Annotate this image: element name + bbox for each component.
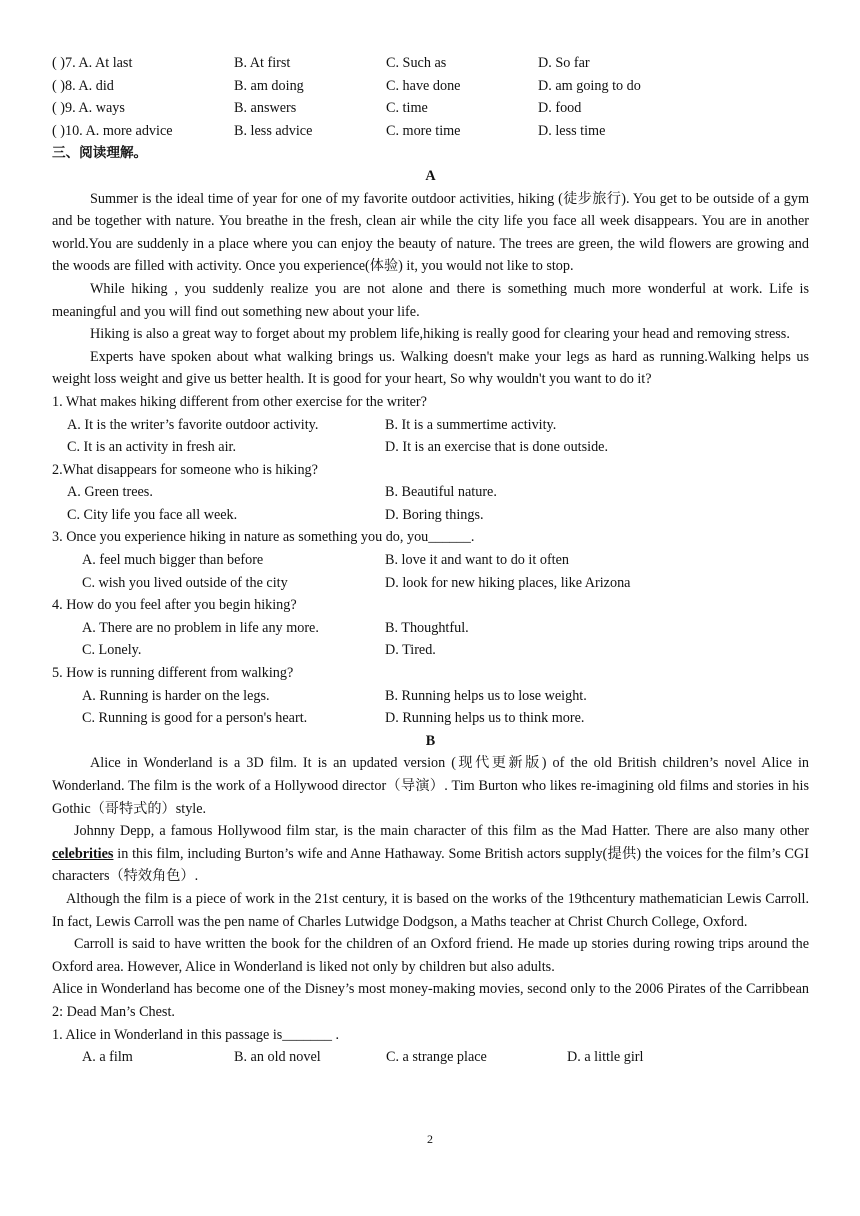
question-stem: 5. How is running different from walking? — [52, 665, 294, 682]
answer-option-d: D. Boring things. — [385, 506, 484, 523]
paragraph-text: in this film, including Burton’s wife and Anne Hathaway. Some British actors supply(提供) the voices for the film’s CGI characters（特效角色）. — [52, 845, 809, 885]
answer-option-b: B. an old novel — [234, 1049, 321, 1066]
exam-page — [52, 52, 809, 1069]
question-options — [52, 436, 809, 459]
paragraph-text: Johnny Depp, a famous Hollywood film star, is the main character of this film as the Mad Hatter. There are also many other — [74, 823, 809, 840]
option-a: ( )7. A. At last — [52, 55, 133, 71]
answer-option-c: C. Lonely. — [82, 642, 142, 659]
question-options — [52, 617, 809, 640]
cloze-options — [52, 52, 809, 142]
passage-a-paragraph: Summer is the ideal time of year for one of my favorite outdoor activities, hiking (徒步旅行). You get to be outside of a gym and be together with nature. You breathe in the fresh, clean air while the city life you face all week disappears. You are in another world.You are suddenly in a place where you can enjoy the beauty of nature. The trees are green, the wild flowers are growing and the woods are filled with activity. Once you experience(体验) it, you would not like to stop. — [52, 190, 809, 275]
passage-a-paragraph: While hiking , you suddenly realize you are not alone and there is something much more wonderful at work. Life is meaningful and you will find out something new about your life. — [52, 280, 809, 320]
answer-option-d: D. Running helps us to think more. — [385, 710, 585, 727]
cloze-option-row — [52, 97, 809, 120]
option-b: B. At first — [234, 55, 291, 71]
answer-option-b: B. Thoughtful. — [385, 619, 469, 636]
question-stem: 1. Alice in Wonderland in this passage is_______ . — [52, 1026, 340, 1043]
keyword-underlined: celebrities — [52, 845, 114, 862]
question-stem: 1. What makes hiking different from other exercise for the writer? — [52, 393, 427, 410]
section-title: 三、阅读理解。 — [52, 145, 148, 162]
answer-option-b: B. Beautiful nature. — [385, 484, 497, 501]
passage-b-paragraph: Alice in Wonderland is a 3D film. It is an updated version (现代更新版) of the old British children’s novel Alice in Wonderland. The film is the work of a Hollywood director（导演）. Tim Burton who likes re-imagining old films and stories in his Gothic（哥特式的）style. — [52, 755, 809, 817]
passage-b-paragraph: Carroll is said to have written the book for the children of an Oxford friend. He made up stories during rowing trips around the Oxford area. However, Alice in Wonderland is liked not only by children but also adults. — [52, 936, 809, 975]
answer-option-d: D. Tired. — [385, 642, 436, 659]
cloze-option-row — [52, 52, 809, 75]
answer-option-a: A. Running is harder on the legs. — [82, 687, 270, 704]
question-stem: 2.What disappears for someone who is hiking? — [52, 461, 318, 478]
option-d: D. less time — [538, 122, 606, 139]
question-options — [52, 504, 809, 527]
question-options — [52, 707, 809, 730]
passage-b-paragraph: Although the film is a piece of work in the 21st century, it is based on the works of the 19thcentury mathematician Lewis Carroll. In fact, Lewis Carroll was the pen name of Charles Lutwidge Dodgson, a Maths teacher at Christ Church College, Oxford. — [52, 890, 809, 930]
question-options — [52, 572, 809, 595]
passage-a-paragraph: Experts have spoken about what walking brings us. Walking doesn't make your legs as hard as running.Walking helps us weight loss weight and give us better health. It is good for your heart, So why wouldn't you want to do it? — [52, 348, 809, 388]
cloze-option-row — [52, 120, 809, 143]
answer-option-c: C. City life you face all week. — [67, 506, 238, 523]
answer-option-d: D. It is an exercise that is done outside. — [385, 439, 609, 456]
option-a: ( )8. A. did — [52, 77, 114, 94]
option-d: D. So far — [538, 55, 590, 71]
answer-option-a: A. feel much bigger than before — [82, 552, 264, 569]
answer-option-c: C. It is an activity in fresh air. — [67, 439, 237, 456]
question-options — [52, 685, 809, 708]
answer-option-a: A. It is the writer’s favorite outdoor activity. — [67, 416, 319, 433]
answer-option-d: D. a little girl — [567, 1049, 644, 1066]
passage-b-paragraph — [52, 820, 809, 888]
option-b: B. am doing — [234, 77, 304, 94]
question-stem: 4. How do you feel after you begin hiking? — [52, 597, 297, 614]
option-c: C. more time — [386, 122, 461, 139]
option-d: D. food — [538, 100, 582, 117]
question-stem: 3. Once you experience hiking in nature as something you do, you______. — [52, 529, 475, 546]
answer-option-b: B. Running helps us to lose weight. — [385, 687, 587, 704]
option-c: C. Such as — [386, 55, 447, 71]
question-options — [52, 414, 809, 437]
option-b: B. answers — [234, 100, 297, 117]
question-options — [52, 1046, 809, 1069]
question-options — [52, 639, 809, 662]
page-number: 2 — [427, 1132, 433, 1146]
answer-option-a: A. There are no problem in life any more. — [82, 619, 319, 636]
option-b: B. less advice — [234, 122, 313, 139]
passage-b-paragraph: Alice in Wonderland has become one of the Disney’s most money-making movies, second only to the 2006 Pirates of the Carribbean 2: Dead Man’s Chest. — [52, 981, 809, 1020]
answer-option-c: C. Running is good for a person's heart. — [82, 710, 308, 727]
passage-b-heading: B — [425, 732, 436, 749]
option-a: ( )9. A. ways — [52, 100, 125, 117]
passage-a-paragraph: Hiking is also a great way to forget about my problem life,hiking is really good for clearing your head and removing stress. — [90, 326, 790, 343]
question-options — [52, 549, 809, 572]
answer-option-d: D. look for new hiking places, like Arizona — [385, 574, 631, 591]
answer-option-c: C. wish you lived outside of the city — [82, 574, 288, 591]
answer-option-b: B. It is a summertime activity. — [385, 416, 557, 433]
question-options — [52, 481, 809, 504]
answer-option-a: A. a film — [82, 1049, 133, 1066]
option-c: C. have done — [386, 77, 461, 94]
answer-option-a: A. Green trees. — [67, 484, 153, 501]
answer-option-b: B. love it and want to do it often — [385, 552, 570, 569]
answer-option-c: C. a strange place — [386, 1049, 487, 1066]
passage-a-heading: A — [425, 167, 436, 184]
option-d: D. am going to do — [538, 77, 641, 94]
option-a: ( )10. A. more advice — [52, 122, 173, 139]
option-c: C. time — [386, 100, 428, 117]
cloze-option-row — [52, 75, 809, 98]
